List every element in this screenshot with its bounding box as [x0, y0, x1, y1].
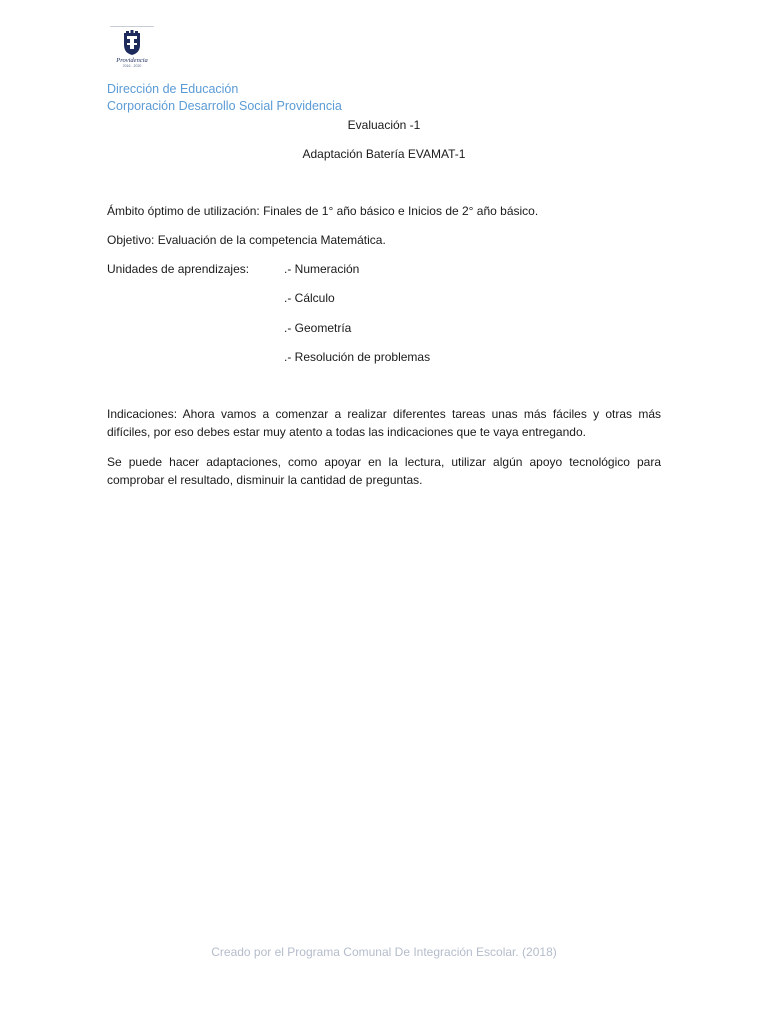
- document-title: Evaluación -1: [347, 118, 421, 132]
- unit-item-resolucion: .- Resolución de problemas: [284, 350, 431, 364]
- unit-item-calculo: .- Cálculo: [284, 291, 335, 305]
- page-footer: Creado por el Programa Comunal De Integración Escolar. (2018): [211, 945, 557, 959]
- header-line-1: Dirección de Educación: [107, 82, 239, 96]
- logo-name: Providencia: [116, 57, 148, 64]
- institution-header: [107, 81, 342, 115]
- unit-item-numeracion: .- Numeración: [284, 262, 360, 276]
- logo-divider: [110, 26, 154, 27]
- units-label: Unidades de aprendizajes:: [107, 262, 250, 276]
- logo-years: 2016 - 2020: [122, 64, 142, 68]
- scope-text: Ámbito óptimo de utilización: Finales de 1° año básico e Inicios de 2° año básico.: [107, 204, 539, 218]
- unit-item-geometria: .- Geometría: [284, 321, 352, 335]
- providencia-logo: [108, 26, 156, 70]
- document-subtitle: Adaptación Batería EVAMAT-1: [302, 147, 466, 161]
- header-line-2: Corporación Desarrollo Social Providencia: [107, 99, 342, 113]
- adaptations-paragraph: Se puede hacer adaptaciones, como apoyar en la lectura, utilizar algún apoyo tecnológico para comprobar el resultado, disminuir la cantidad de preguntas.: [107, 455, 661, 487]
- objective-text: Objetivo: Evaluación de la competencia Matemática.: [107, 233, 386, 247]
- municipal-crest-icon: [118, 29, 146, 57]
- instructions-paragraph: Indicaciones: Ahora vamos a comenzar a realizar diferentes tareas unas más fáciles y otras más difíciles, por eso debes estar muy atento a todas las indicaciones que te vaya entregando.: [107, 407, 661, 439]
